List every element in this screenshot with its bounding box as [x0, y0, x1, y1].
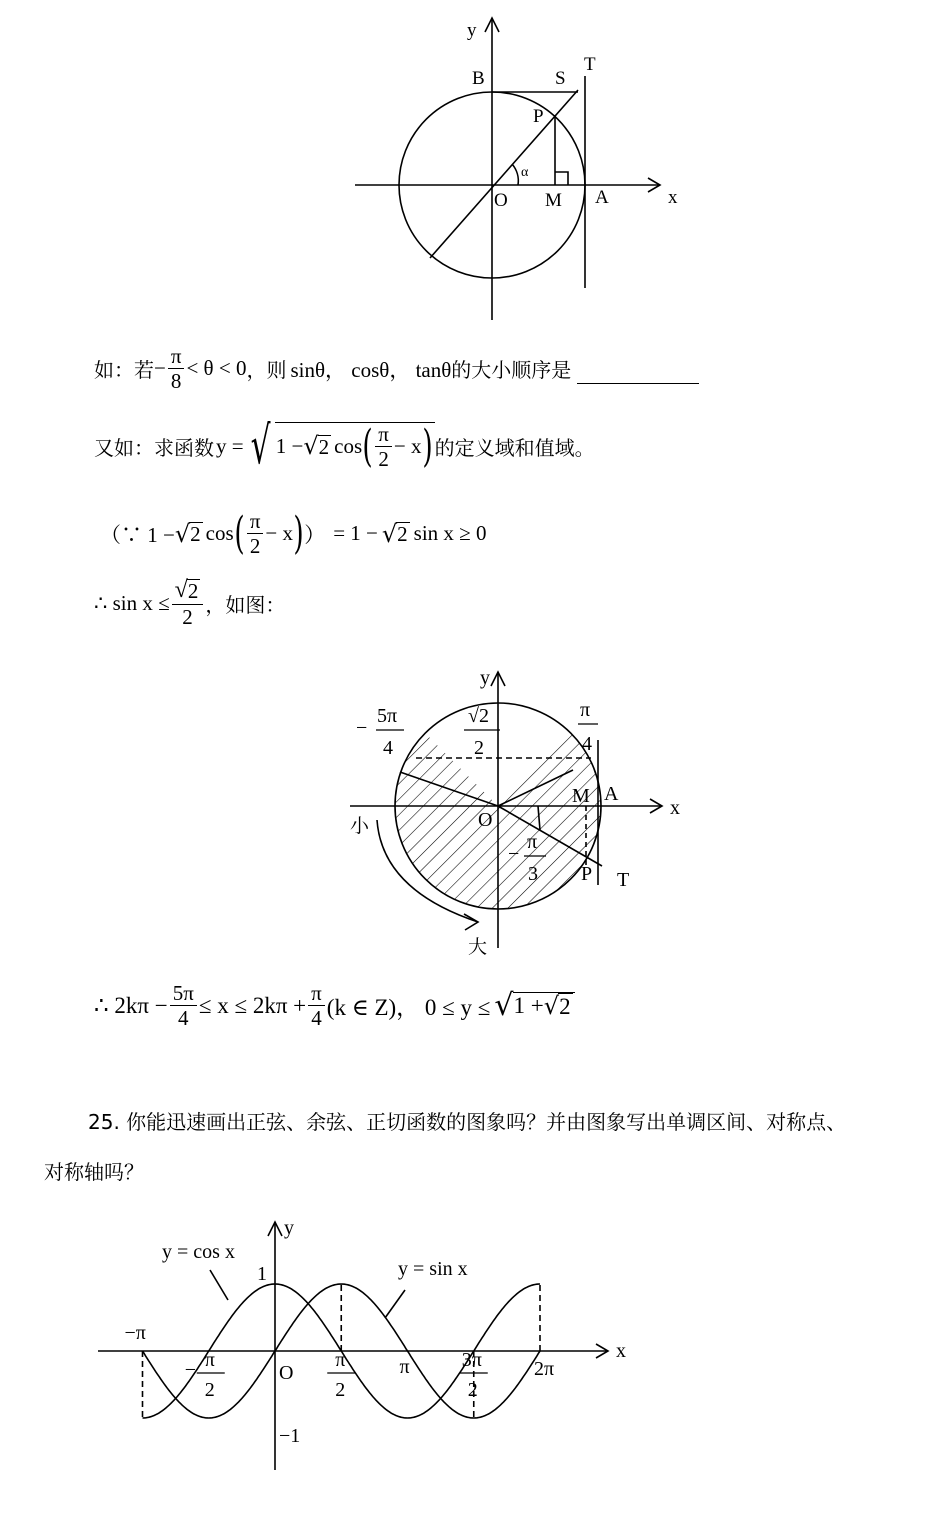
q5-root2: 2	[559, 993, 571, 1019]
label-P-2: P	[581, 863, 593, 885]
label-O-2: O	[478, 809, 493, 831]
label-y: y	[467, 20, 477, 41]
tick-minus-pi: −π	[124, 1322, 146, 1344]
q2-in1: 1 −	[275, 434, 304, 458]
q4-den: 2	[182, 605, 193, 630]
q5-den2: 4	[311, 1006, 322, 1031]
sin-pointer	[385, 1290, 405, 1318]
q2-prefix: 又如：求函数	[94, 435, 214, 460]
chart-x-label: x	[616, 1340, 626, 1362]
question-25-line-1: 25. 你能迅速画出正弦、余弦、正切函数的图象吗？并由图象写出单调区间、对称点、	[88, 1110, 847, 1134]
q3-eq: = 1 −	[333, 521, 378, 546]
q2-suffix: 的定义域和值域。	[434, 435, 595, 460]
tick-y-1: 1	[257, 1263, 267, 1285]
big-radical-icon: √	[250, 415, 271, 476]
label-small: 小	[350, 816, 370, 837]
q1-terms: sinθ， cosθ， tanθ	[290, 357, 452, 382]
label-y-2: y	[480, 667, 490, 689]
label-two-1: 2	[474, 737, 484, 759]
q5-num1: 5π	[170, 982, 197, 1006]
q4-root2: 2	[187, 578, 199, 603]
q1-prefix: 如：若	[94, 358, 154, 383]
label-three: 3	[528, 863, 538, 885]
radical-icon: √	[303, 432, 319, 461]
q5-one: 1 +	[513, 993, 544, 1019]
radical-icon: √	[174, 577, 188, 603]
label-x-2: x	[670, 797, 680, 819]
tick-y-minus-1: −1	[279, 1425, 301, 1447]
q5-num2: π	[308, 982, 325, 1006]
label-minus-2: −	[508, 843, 520, 865]
label-A: A	[595, 187, 609, 208]
q2-y: y =	[216, 433, 244, 458]
tick-minus-half-pi-num: π	[204, 1349, 215, 1371]
q2-two: 2	[378, 447, 389, 472]
tick-half-pi-num: π	[335, 1349, 346, 1371]
radical-icon: √	[494, 988, 514, 1024]
label-four-1: 4	[383, 737, 393, 759]
radical-icon: √	[381, 519, 398, 548]
q1-then: ，则	[246, 358, 287, 383]
label-T: T	[584, 54, 596, 75]
tick-origin: O	[279, 1362, 294, 1384]
q3-tail: sin x ≥ 0	[413, 521, 487, 546]
q3-two: 2	[249, 534, 261, 559]
label-pi-2: π	[527, 831, 538, 853]
q3-minusx: − x	[265, 521, 294, 546]
label-M-2: M	[572, 785, 590, 807]
label-S: S	[555, 68, 566, 89]
sin-label: y = sin x	[398, 1258, 468, 1280]
tick-3-half-pi-den: 2	[467, 1379, 478, 1401]
q5-kz: (k ∈ Z)， 0 ≤ y ≤	[326, 995, 491, 1021]
q1-num: π	[168, 345, 185, 369]
label-four-2: 4	[582, 733, 592, 755]
left-paren-icon: (	[234, 507, 245, 559]
label-B: B	[472, 68, 485, 89]
q5-den1: 4	[178, 1006, 189, 1031]
label-O: O	[494, 190, 508, 211]
label-pi-1: π	[580, 699, 591, 721]
cos-pointer	[210, 1270, 228, 1300]
label-alpha: α	[521, 165, 529, 180]
label-M: M	[545, 190, 562, 211]
tick-minus-half-pi-minus: −	[184, 1359, 197, 1381]
q1-minus: −	[154, 356, 166, 381]
radical-icon: √	[543, 991, 560, 1020]
cos-label: y = cos x	[162, 1241, 235, 1263]
label-root2: √2	[468, 705, 489, 727]
q1-suffix: 的大小顺序是	[451, 358, 572, 383]
right-paren-icon: )	[421, 420, 433, 472]
label-big: 大	[468, 937, 488, 958]
q1-ineq: < θ < 0	[186, 356, 247, 381]
q1-den: 8	[170, 369, 182, 394]
q3-close: ）	[304, 522, 326, 547]
q3-root2: 2	[190, 521, 201, 546]
tick-2pi: 2π	[534, 1358, 555, 1380]
left-paren-icon: (	[362, 420, 373, 472]
label-T-2: T	[617, 869, 630, 891]
tick-half-pi-den: 2	[335, 1379, 346, 1401]
q2-root2: 2	[318, 434, 330, 459]
q3-pi: π	[247, 510, 264, 534]
label-A-2: A	[604, 783, 619, 805]
chart-y-label: y	[284, 1217, 294, 1239]
label-P: P	[533, 106, 544, 127]
q5-mid: ≤ x ≤ 2kπ +	[198, 992, 307, 1018]
q4-therefore: ∴ sin x ≤	[94, 590, 170, 615]
q4-suffix: ，如图：	[205, 592, 286, 617]
q2-cos: cos	[334, 434, 363, 458]
right-paren-icon: )	[293, 507, 304, 559]
q5-therefore: ∴ 2kπ −	[94, 992, 168, 1018]
radical-icon: √	[174, 519, 191, 548]
label-minus-1: −	[356, 717, 368, 739]
tick-pi: π	[399, 1356, 410, 1378]
q3-root2b: 2	[397, 521, 408, 546]
q3-cos: cos	[205, 521, 234, 546]
label-5pi: 5π	[377, 705, 398, 727]
q2-pi: π	[375, 423, 392, 447]
tick-3-half-pi-num: 3π	[461, 1349, 482, 1371]
q2-minusx: − x	[393, 434, 422, 458]
tick-minus-half-pi-den: 2	[204, 1379, 215, 1401]
question-25-line-2: 对称轴吗？	[44, 1160, 144, 1184]
q3-open: （∵ 1 −	[100, 522, 175, 547]
label-x: x	[668, 187, 678, 208]
